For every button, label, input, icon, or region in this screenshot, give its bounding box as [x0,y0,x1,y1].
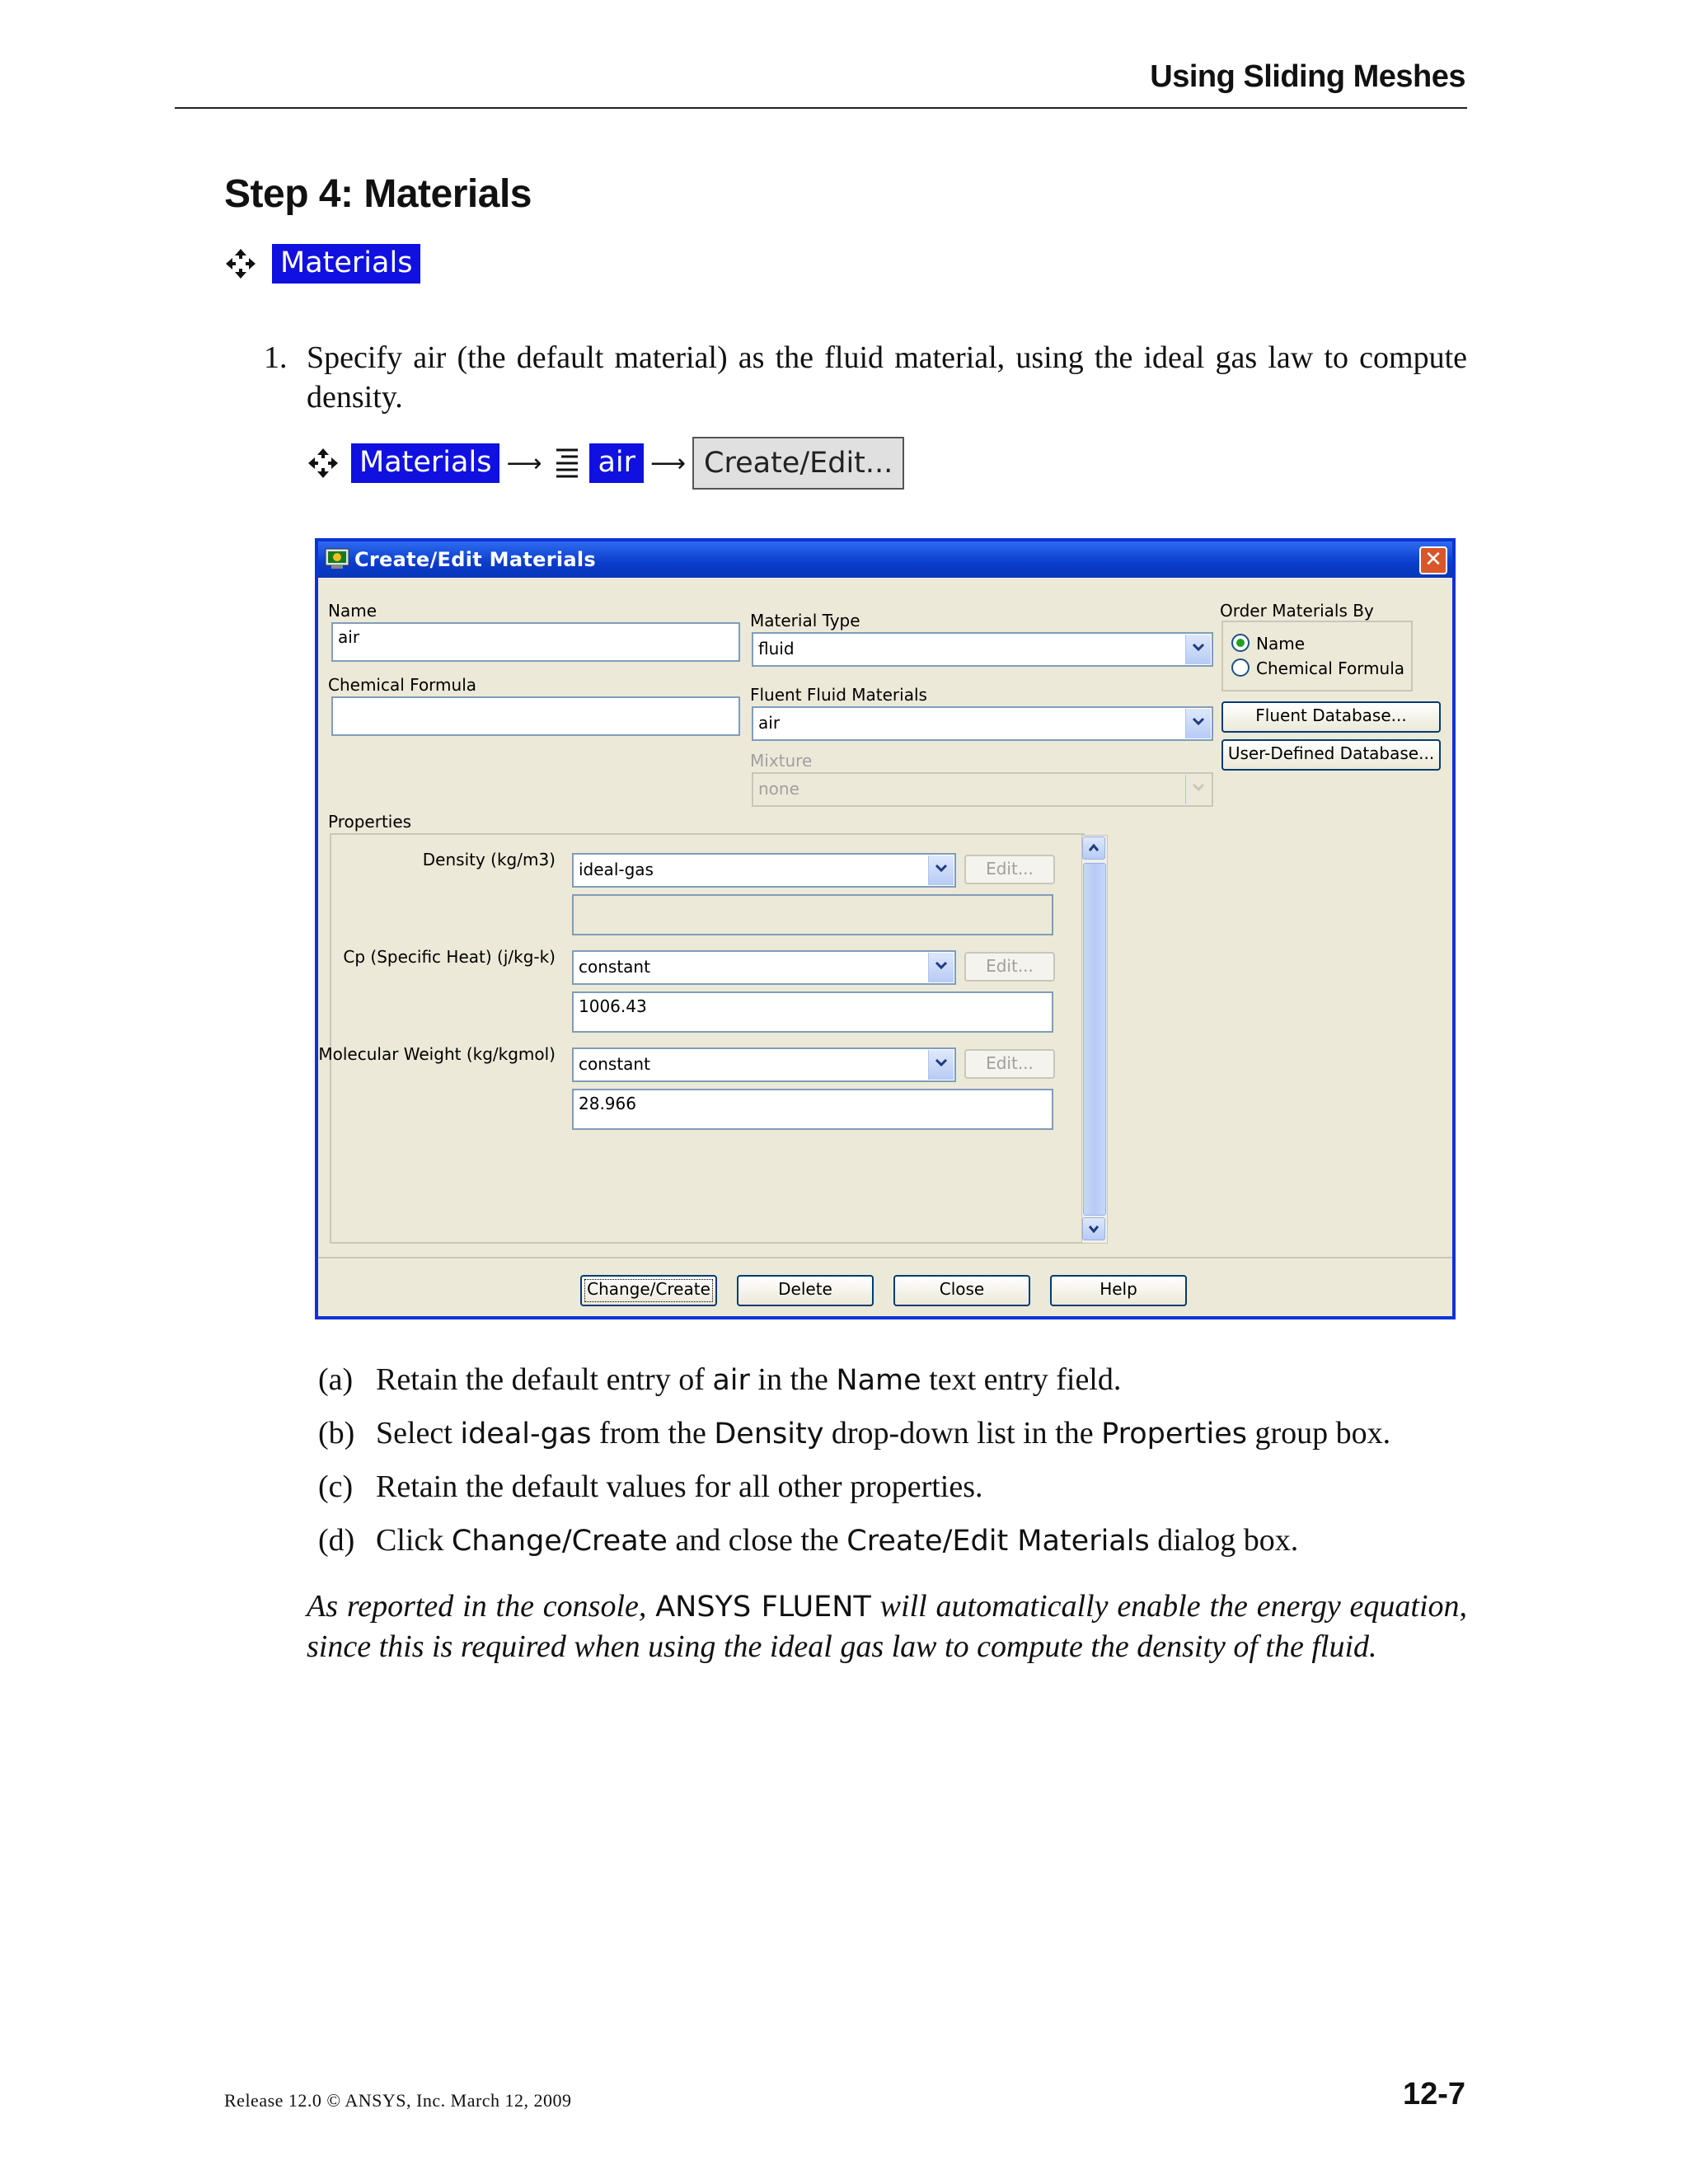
density-method-dropdown[interactable] [572,853,956,888]
order-name-label: Name [1256,634,1306,654]
chevron-down-icon[interactable] [928,953,954,982]
properties-group [318,833,1085,1244]
name-field[interactable]: air [331,622,740,662]
substep-b: (b) Select ideal-gas from the Density drop-down list in the Properties group box. [318,1416,1391,1451]
order-by-label: Order Materials By [1220,601,1374,621]
substep-d: (d) Click Change/Create and close the Create/Edit Materials dialog box. [318,1523,1299,1558]
molecular-weight-label: Molecular Weight (kg/kgmol) [318,1044,556,1064]
molecular-weight-value-field[interactable]: 28.966 [572,1089,1053,1130]
help-button[interactable]: Help [1050,1275,1187,1306]
substep-c: (c) Retain the default values for all other properties. [318,1469,983,1504]
material-type-dropdown[interactable] [752,632,1213,667]
cp-method-value: constant [579,957,650,977]
materials-task-button[interactable]: Materials [272,244,420,284]
molecular-weight-edit-button: Edit... [964,1049,1055,1079]
chevron-down-icon[interactable] [928,855,954,885]
air-list-item[interactable]: air [589,443,644,483]
density-method-value: ideal-gas [579,860,654,879]
navigation-arrows-icon [224,247,257,280]
order-formula-label: Chemical Formula [1256,658,1405,678]
dialog-titlebar [318,541,1452,578]
button-bar-divider [318,1257,1452,1258]
scroll-up-icon[interactable] [1082,837,1105,860]
change-create-button[interactable]: Change/Create [580,1275,717,1306]
close-button[interactable]: Close [893,1275,1030,1306]
name-label: Name [328,601,377,621]
chemical-formula-field[interactable] [331,696,740,736]
instruction-1 [264,338,1467,417]
delete-button[interactable]: Delete [737,1275,874,1306]
density-edit-button: Edit... [964,855,1055,884]
scroll-down-icon[interactable] [1082,1217,1105,1240]
order-name-radio[interactable] [1231,634,1250,652]
cp-label: Cp (Specific Heat) (j/kg-k) [343,947,556,967]
mixture-label: Mixture [750,751,813,771]
list-number: 1. [264,340,288,375]
density-label: Density (kg/m3) [422,850,556,869]
create-edit-button[interactable]: Create/Edit... [692,437,904,490]
cp-value-field[interactable]: 1006.43 [572,991,1053,1033]
footer-release: Release 12.0 © ANSYS, Inc. March 12, 2009 [224,2090,572,2111]
instruction-text: Specify air (the default material) as the fluid material, using the ideal gas law to compute density. [307,340,1467,415]
mixture-dropdown [752,772,1213,807]
dialog-title: Create/Edit Materials [354,548,596,571]
materials-nav-path [224,244,420,284]
chevron-down-icon[interactable] [1185,709,1211,738]
product-name: ANSYS FLUENT [655,1591,871,1624]
fluent-app-icon [325,548,349,569]
chevron-down-icon [1185,775,1211,804]
fluent-materials-dropdown[interactable] [752,706,1213,741]
substep-a: (a) Retain the default entry of air in the Name text entry field. [318,1362,1122,1397]
cp-method-dropdown[interactable] [572,950,956,985]
order-by-group [1221,621,1413,691]
arrow-right-icon: ⟶ [506,448,542,478]
close-icon[interactable]: ✕ [1419,546,1447,574]
properties-label: Properties [328,812,412,832]
arrow-right-icon: ⟶ [650,448,687,478]
energy-note: As reported in the console, ANSYS FLUENT will automatically enable the energy equation, since this is required when using the ideal gas law to compute the density of the fluid. [307,1589,1468,1664]
density-value-field [572,894,1053,935]
chevron-down-icon[interactable] [1185,635,1211,664]
fluent-materials-label: Fluent Fluid Materials [750,685,927,705]
chemical-formula-label: Chemical Formula [328,675,477,695]
chevron-down-icon[interactable] [928,1050,954,1080]
molecular-weight-method-value: constant [579,1054,650,1074]
create-edit-nav-path [307,437,904,490]
order-formula-radio[interactable] [1231,658,1250,677]
running-title: Using Sliding Meshes [1150,59,1465,94]
fluent-database-button[interactable]: Fluent Database... [1221,701,1441,733]
mixture-value: none [758,779,799,799]
section-title: Step 4: Materials [224,172,532,216]
scrollbar-thumb[interactable] [1083,863,1106,1216]
materials-nav-button[interactable]: Materials [351,443,499,483]
material-type-value: fluid [758,639,795,658]
page-number: 12-7 [1402,2077,1465,2111]
navigation-arrows-icon [307,447,340,480]
material-type-label: Material Type [750,611,860,630]
user-defined-database-button[interactable]: User-Defined Database... [1221,739,1441,771]
list-select-icon [553,447,581,480]
create-edit-materials-dialog [315,538,1456,1319]
header-rule [175,107,1467,109]
molecular-weight-method-dropdown[interactable] [572,1047,956,1082]
fluent-materials-value: air [758,713,781,733]
cp-edit-button: Edit... [964,952,1055,982]
